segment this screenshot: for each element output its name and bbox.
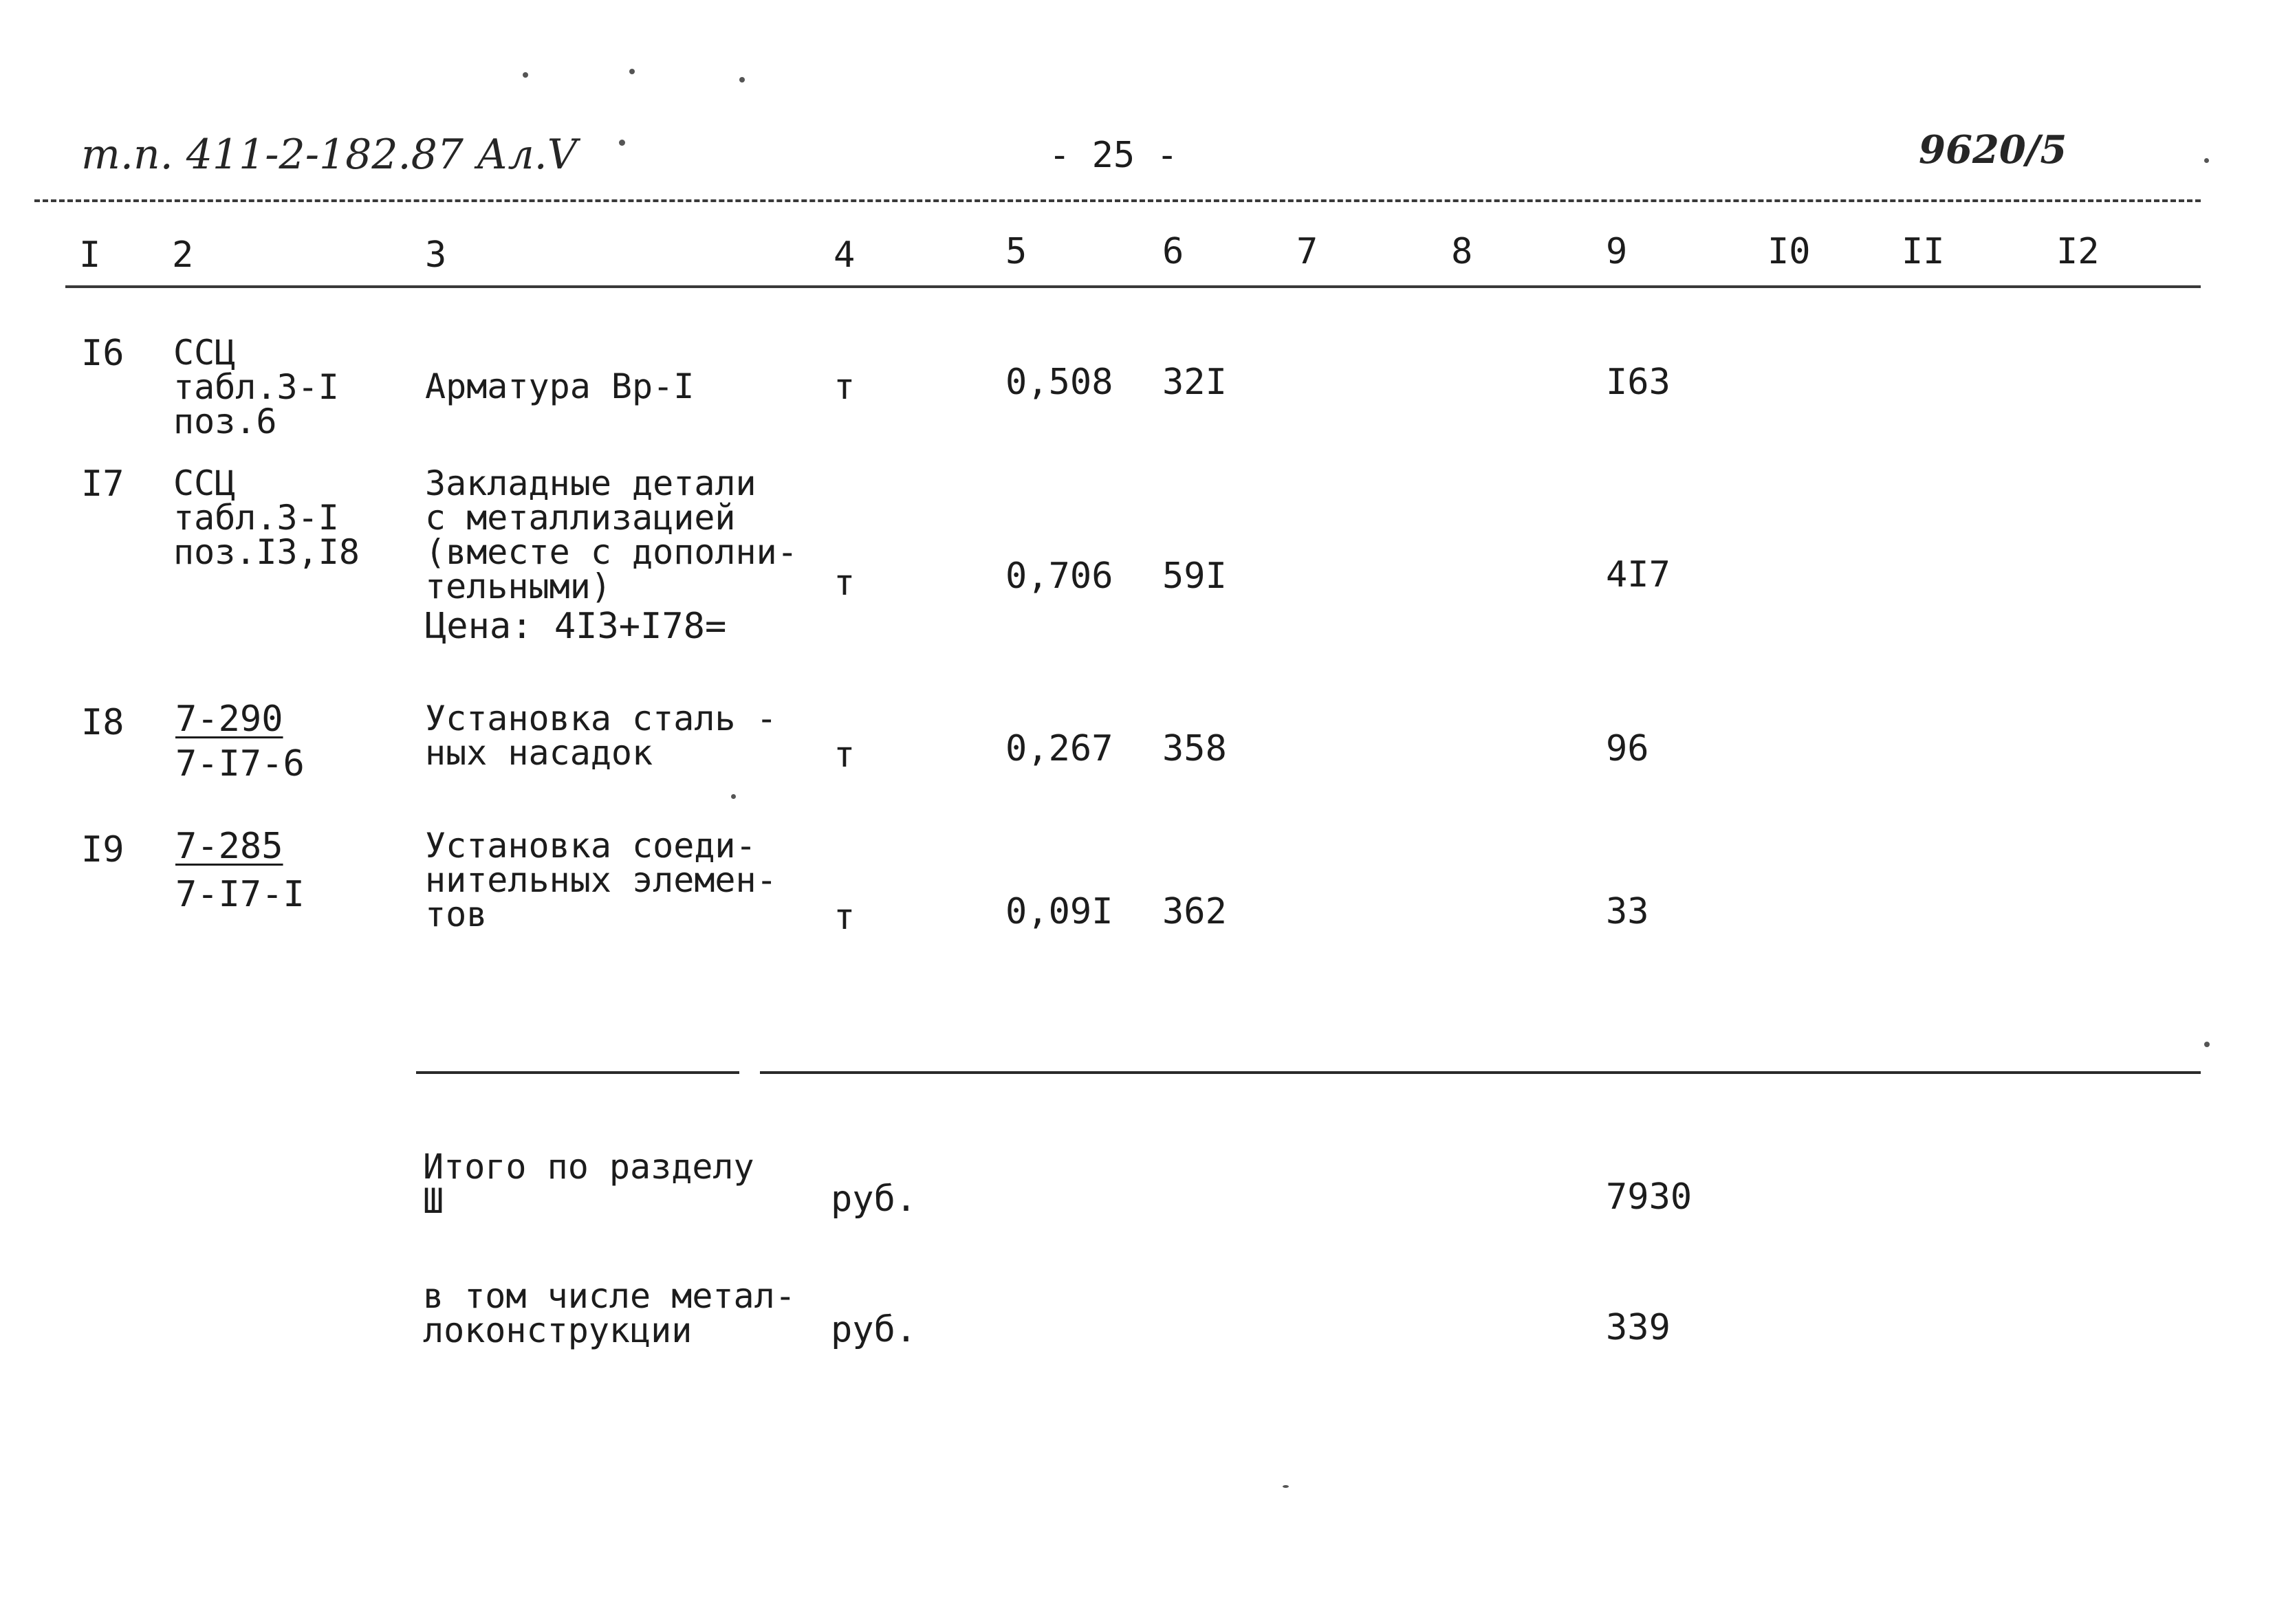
row-unit-price: 32I (1162, 362, 1227, 403)
row-reference-bottom: 7-I7-I (175, 874, 305, 915)
scan-speck (523, 72, 528, 78)
row-total: 33 (1606, 891, 1649, 932)
scan-speck (739, 77, 745, 83)
row-quantity: 0,09I (1005, 891, 1113, 932)
document-code: т.п. 411-2-182.87 Ал.V (81, 131, 578, 179)
description-line: тельными) (425, 567, 611, 606)
scan-speck (619, 140, 625, 146)
row-number: I6 (81, 333, 124, 374)
row-total: 4I7 (1606, 554, 1670, 595)
column-header: II (1902, 231, 1945, 272)
row-total: 96 (1606, 728, 1649, 769)
archive-number: 9620/5 (1919, 127, 2067, 173)
description-line: Закладные детали (425, 463, 756, 503)
totals-label-line: локонструкции (423, 1310, 693, 1350)
row-total: I63 (1606, 362, 1670, 403)
row-quantity: 0,706 (1005, 556, 1113, 597)
totals-rule-right (760, 1071, 2201, 1074)
totals-label-line: Итого по разделу (423, 1147, 754, 1187)
description-line: тов (425, 895, 488, 934)
column-header: 9 (1606, 231, 1628, 272)
totals-value: 7930 (1606, 1176, 1692, 1218)
column-header: 6 (1162, 231, 1184, 272)
reference-line: поз.6 (173, 402, 277, 441)
row-description (425, 463, 798, 606)
totals-unit: руб. (831, 1178, 917, 1220)
column-header: I0 (1767, 231, 1811, 272)
totals-value: 339 (1606, 1307, 1670, 1348)
row-description (425, 366, 695, 406)
header-top-rule (34, 199, 2201, 202)
description-line: Установка соеди- (425, 826, 756, 866)
row-reference-top: 7-285 (175, 826, 283, 867)
column-header: 3 (425, 234, 447, 276)
column-header: 8 (1451, 231, 1473, 272)
row-reference (173, 333, 339, 441)
totals-label (423, 1147, 754, 1221)
reference-line: ССЦ (173, 463, 236, 503)
row-number: I9 (81, 829, 124, 870)
description-line: Установка сталь - (425, 699, 777, 738)
row-unit-price: 362 (1162, 891, 1227, 932)
reference-line: ССЦ (173, 333, 236, 373)
row-reference-bottom: 7-I7-6 (175, 743, 305, 784)
row-unit: т (834, 366, 856, 408)
row-quantity: 0,267 (1005, 728, 1113, 769)
description-line: с металлизацией (425, 498, 736, 538)
row-reference-top: 7-290 (175, 699, 283, 740)
row-reference (173, 463, 360, 572)
reference-line: табл.3-I (173, 498, 339, 538)
reference-line: поз.I3,I8 (173, 532, 360, 572)
row-quantity: 0,508 (1005, 362, 1113, 403)
description-line: Арматура Вр-I (425, 366, 695, 406)
row-price-note: Цена: 4I3+I78= (425, 606, 727, 647)
column-header: 4 (834, 234, 856, 276)
totals-rule-left (416, 1071, 739, 1074)
column-header: 7 (1296, 231, 1318, 272)
row-number: I7 (81, 463, 124, 505)
column-header: 2 (172, 234, 194, 276)
column-header: 5 (1005, 231, 1027, 272)
page-number: - 25 - (1049, 135, 1178, 176)
scan-speck (1283, 1485, 1289, 1488)
row-description (425, 699, 777, 773)
row-number: I8 (81, 702, 124, 743)
row-unit: т (834, 897, 856, 938)
header-bottom-rule (65, 285, 2201, 288)
scan-speck (2204, 158, 2209, 163)
totals-unit: руб. (831, 1309, 917, 1350)
totals-label-line: Ш (423, 1181, 444, 1221)
scan-speck (629, 69, 635, 74)
description-line: ных насадок (425, 733, 653, 773)
description-line: нительных элемен- (425, 860, 777, 900)
scan-speck (731, 794, 736, 799)
row-unit: т (834, 734, 856, 776)
reference-line: табл.3-I (173, 367, 339, 407)
row-unit-price: 358 (1162, 728, 1227, 769)
scan-speck (2204, 1042, 2210, 1047)
description-line: (вместе с дополни- (425, 532, 798, 572)
totals-label (423, 1276, 796, 1350)
totals-label-line: в том числе метал- (423, 1276, 796, 1316)
row-unit: т (834, 562, 856, 604)
column-header: I2 (2056, 231, 2100, 272)
row-unit-price: 59I (1162, 556, 1227, 597)
column-header: I (79, 234, 101, 276)
row-description (425, 826, 777, 934)
